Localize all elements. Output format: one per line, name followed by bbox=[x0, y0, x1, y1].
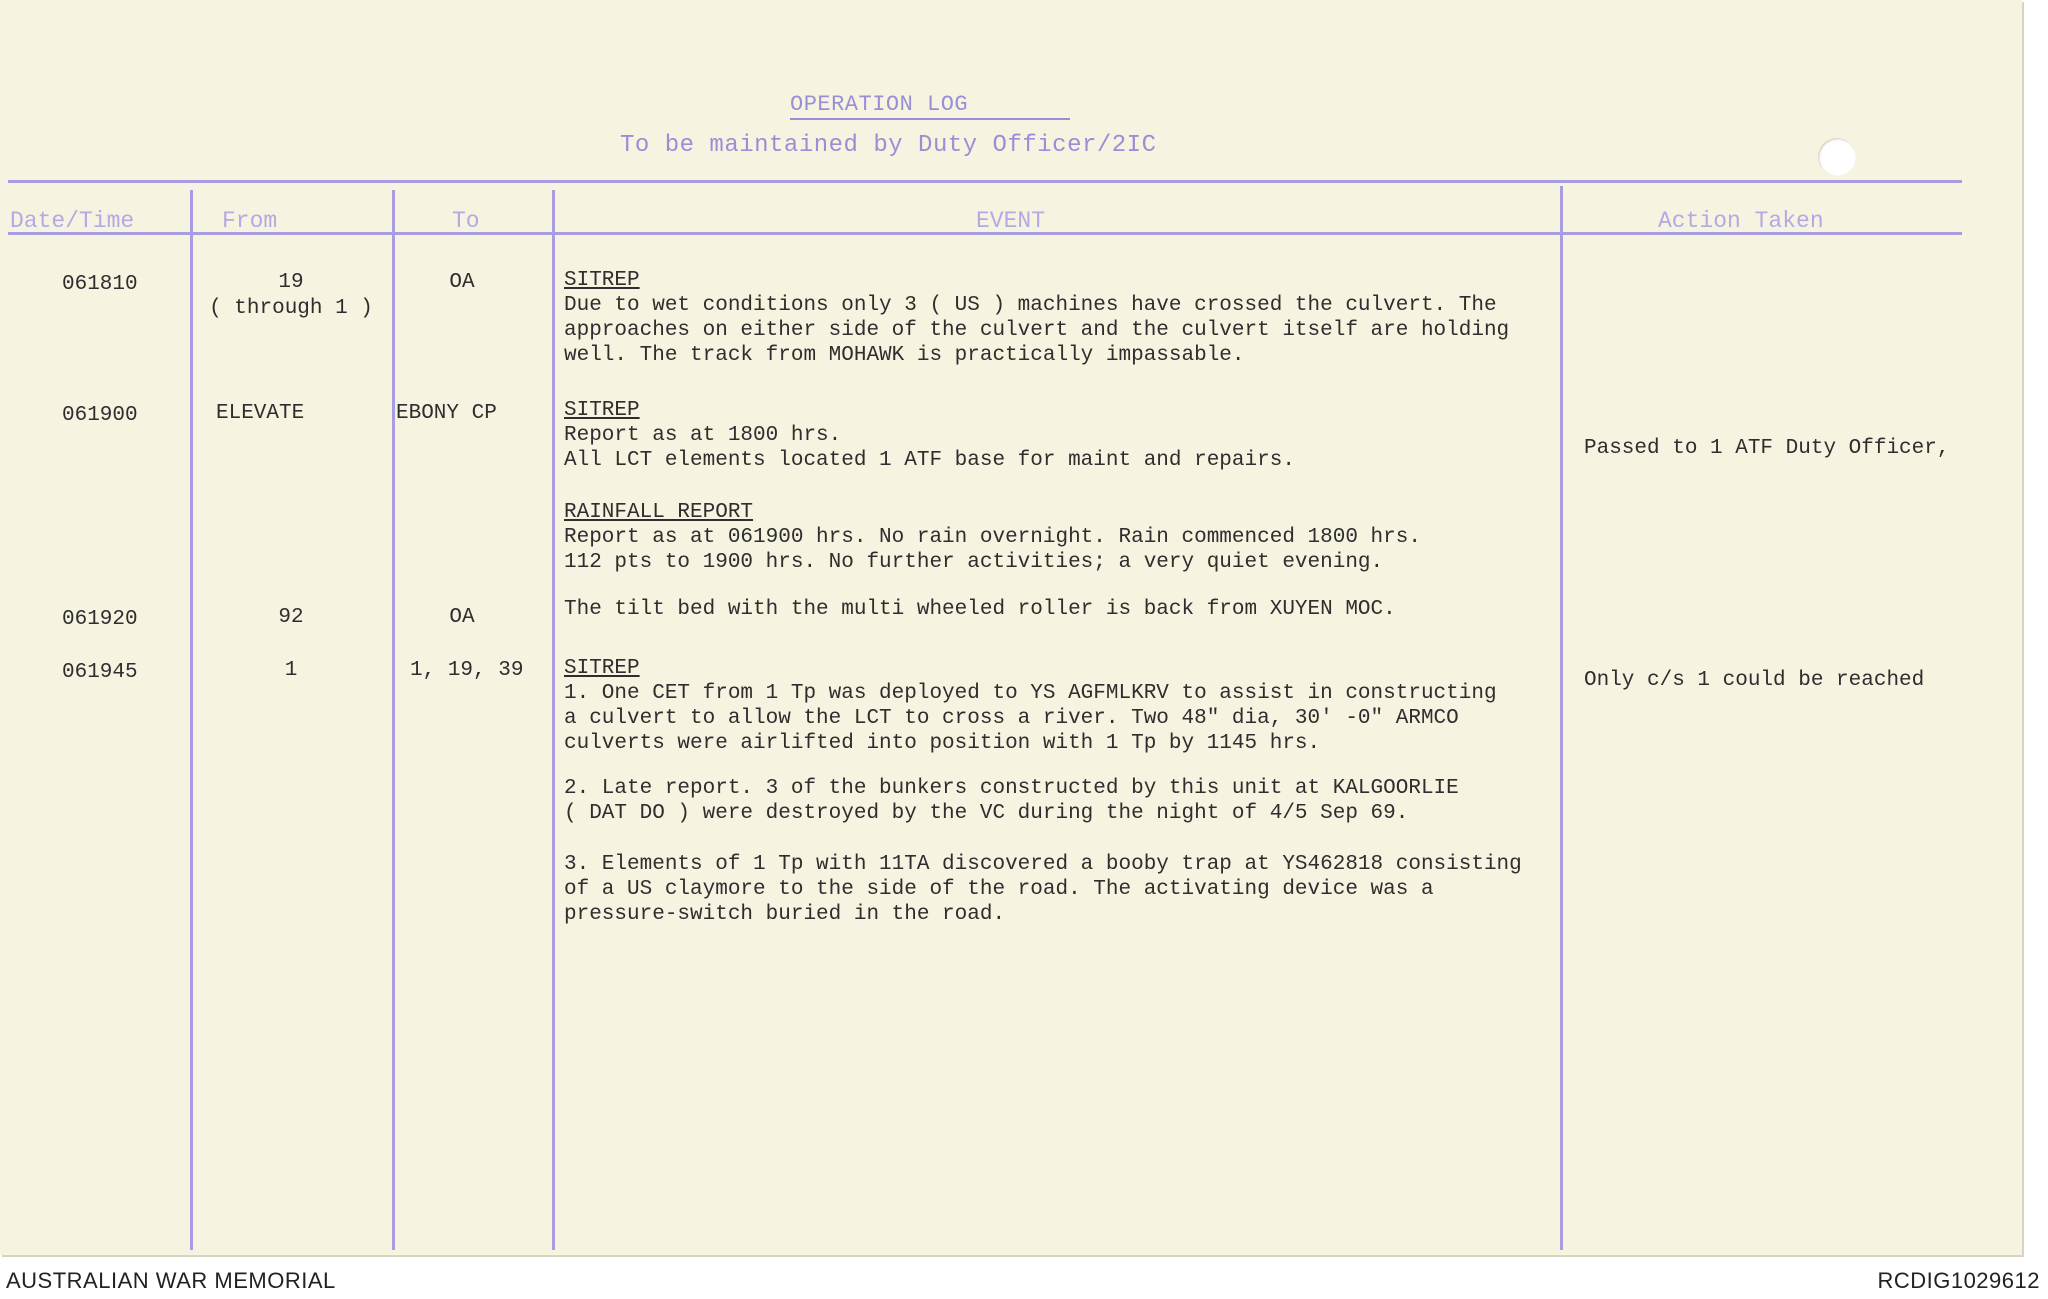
event-line: culverts were airlifted into position with 1 Tp by 1145 hrs. bbox=[564, 732, 1321, 755]
event-line: All LCT elements located 1 ATF base for maint and repairs. bbox=[564, 449, 1295, 472]
event-line: approaches on either side of the culvert and the culvert itself are holding bbox=[564, 319, 1510, 342]
event-line: ( DAT DO ) were destroyed by the VC during the night of 4/5 Sep 69. bbox=[564, 802, 1409, 825]
row-from: 1 bbox=[284, 659, 298, 682]
header-to: To bbox=[452, 208, 480, 234]
row-to: 1, 19, 39 bbox=[410, 659, 524, 682]
row-to: EBONY CP bbox=[396, 402, 497, 425]
event-line: 1. One CET from 1 Tp was deployed to YS AGFMLKRV to assist in constructing bbox=[564, 682, 1497, 705]
row-from-note: ( through 1 ) bbox=[209, 297, 373, 320]
footer-source: AUSTRALIAN WAR MEMORIAL bbox=[6, 1268, 336, 1293]
event-line: Due to wet conditions only 3 ( US ) machines have crossed the culvert. The bbox=[564, 294, 1497, 317]
page-title: OPERATION LOG bbox=[790, 92, 969, 117]
event-line: 2. Late report. 3 of the bunkers constructed by this unit at KALGOORLIE bbox=[564, 777, 1459, 800]
event-heading: RAINFALL REPORT bbox=[564, 501, 754, 524]
row-event-rainfall bbox=[564, 500, 1421, 575]
row-action: Only c/s 1 could be reached bbox=[1584, 669, 1925, 692]
column-divider bbox=[1560, 186, 1563, 1250]
event-line: well. The track from MOHAWK is practically impassable. bbox=[564, 344, 1245, 367]
event-heading: SITREP bbox=[564, 399, 640, 422]
row-event-part2 bbox=[564, 776, 1459, 826]
row-event bbox=[564, 398, 1295, 473]
page-subtitle: To be maintained by Duty Officer/2IC bbox=[620, 132, 1157, 159]
event-line: 112 pts to 1900 hrs. No further activities; a very quiet evening. bbox=[564, 551, 1384, 574]
event-line: 3. Elements of 1 Tp with 11TA discovered a booby trap at YS462818 consisting bbox=[564, 853, 1522, 876]
row-from: 19 bbox=[278, 271, 304, 294]
row-from: ELEVATE bbox=[216, 402, 305, 425]
event-heading: SITREP bbox=[564, 657, 640, 680]
row-datetime: 061945 bbox=[62, 661, 138, 684]
event-line: The tilt bed with the multi wheeled roller is back from XUYEN MOC. bbox=[564, 598, 1396, 621]
title-underline bbox=[790, 118, 1070, 120]
row-to: OA bbox=[449, 271, 475, 294]
row-event bbox=[564, 597, 1396, 622]
event-line: a culvert to allow the LCT to cross a river. Two 48" dia, 30' -0" ARMCO bbox=[564, 707, 1459, 730]
row-event-part3 bbox=[564, 852, 1522, 927]
header-event: EVENT bbox=[976, 208, 1046, 234]
row-datetime: 061810 bbox=[62, 273, 138, 296]
row-event bbox=[564, 268, 1509, 368]
punch-hole bbox=[1818, 138, 1856, 176]
row-datetime: 061900 bbox=[62, 404, 138, 427]
column-divider bbox=[190, 190, 193, 1250]
event-line: pressure-switch buried in the road. bbox=[564, 903, 1006, 926]
table-top-rule bbox=[8, 180, 1962, 183]
row-from: 92 bbox=[278, 606, 304, 629]
column-divider bbox=[552, 190, 555, 1250]
footer-id: RCDIG1029612 bbox=[1877, 1268, 2040, 1293]
header-datetime: Date/Time bbox=[10, 208, 135, 234]
row-datetime: 061920 bbox=[62, 608, 138, 631]
event-heading: SITREP bbox=[564, 269, 640, 292]
event-line: of a US claymore to the side of the road. The activating device was a bbox=[564, 878, 1434, 901]
row-action: Passed to 1 ATF Duty Officer, bbox=[1584, 437, 1950, 460]
event-line: Report as at 061900 hrs. No rain overnight. Rain commenced 1800 hrs. bbox=[564, 526, 1421, 549]
header-action-taken: Action Taken bbox=[1658, 208, 1824, 234]
header-from: From bbox=[222, 208, 278, 234]
row-event bbox=[564, 656, 1497, 756]
event-line: Report as at 1800 hrs. bbox=[564, 424, 842, 447]
row-to: OA bbox=[449, 606, 475, 629]
column-divider bbox=[392, 190, 395, 1250]
